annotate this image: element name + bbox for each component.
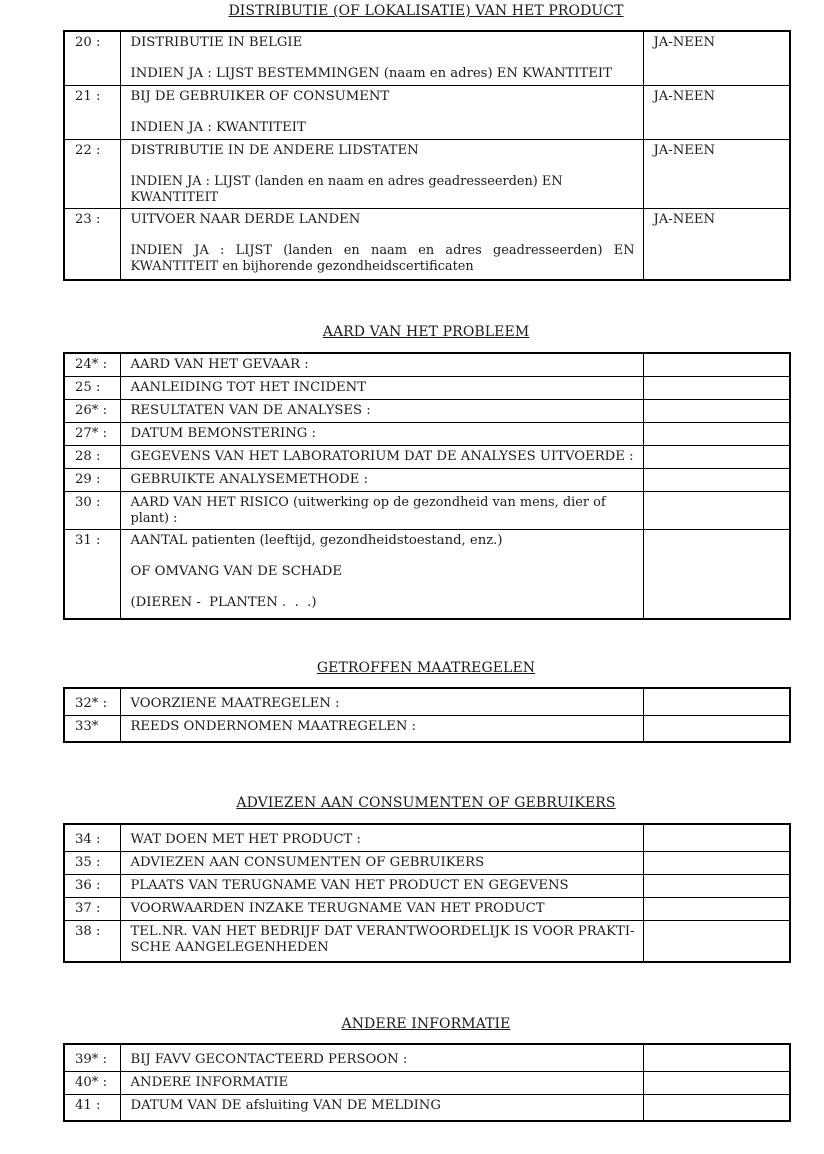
item-line: INDIEN JA : KWANTITEIT [130, 119, 306, 135]
item-description [120, 688, 643, 715]
item-line: AANLEIDING TOT HET INCIDENT [130, 379, 367, 395]
table-row [64, 399, 790, 422]
item-number: 21 : [64, 85, 120, 139]
item-description [120, 31, 643, 85]
table-row [64, 376, 790, 399]
item-number: 32* : [64, 688, 120, 715]
item-number: 35 : [64, 851, 120, 874]
item-line: RESULTATEN VAN DE ANALYSES : [130, 402, 371, 418]
table-row [64, 897, 790, 920]
item-description [120, 353, 643, 376]
answer-cell[interactable] [643, 688, 790, 715]
item-number: 37 : [64, 897, 120, 920]
table-row [64, 85, 790, 139]
item-description [120, 851, 643, 874]
table-row [64, 208, 790, 280]
table-row [64, 468, 790, 491]
item-number: 36 : [64, 874, 120, 897]
table-row [64, 422, 790, 445]
answer-cell[interactable] [643, 376, 790, 399]
measures-table [63, 687, 791, 743]
item-description [120, 529, 643, 619]
table-row [64, 715, 790, 742]
item-line: (DIEREN - PLANTEN . . .) [130, 594, 317, 610]
answer-cell[interactable] [643, 353, 790, 376]
answer-cell[interactable] [643, 1094, 790, 1121]
answer-cell[interactable] [643, 468, 790, 491]
answer-cell[interactable] [643, 422, 790, 445]
item-line: INDIEN JA : LIJST (landen en naam en adres geadresseerden) EN KWANTITEIT [130, 173, 563, 205]
table-row [64, 851, 790, 874]
table-row [64, 31, 790, 85]
answer-cell[interactable]: JA-NEEN [643, 208, 790, 280]
answer-cell[interactable] [643, 715, 790, 742]
item-description [120, 399, 643, 422]
item-description [120, 920, 643, 962]
table-row [64, 920, 790, 962]
item-line: PLAATS VAN TERUGNAME VAN HET PRODUCT EN GEGEVENS [130, 877, 569, 893]
section-title-andere-informatie: ANDERE INFORMATIE [341, 1016, 511, 1032]
item-line: TEL.NR. VAN HET BEDRIJF DAT VERANTWOORDELIJK IS VOOR PRAKTI- SCHE AANGELEGENHEDEN [130, 923, 635, 955]
answer-cell[interactable] [643, 1071, 790, 1094]
item-number: 26* : [64, 399, 120, 422]
item-description [120, 874, 643, 897]
item-line: WAT DOEN MET HET PRODUCT : [130, 832, 361, 847]
item-number: 24* : [64, 353, 120, 376]
table-row [64, 1071, 790, 1094]
item-line: OF OMVANG VAN DE SCHADE [130, 563, 343, 579]
item-description [120, 376, 643, 399]
item-line: VOORWAARDEN INZAKE TERUGNAME VAN HET PRODUCT [130, 900, 545, 916]
table-row [64, 824, 790, 851]
item-line: BIJ DE GEBRUIKER OF CONSUMENT [130, 88, 390, 104]
item-description [120, 468, 643, 491]
table-row [64, 1094, 790, 1121]
item-number: 39* : [64, 1044, 120, 1071]
item-description [120, 85, 643, 139]
answer-cell[interactable]: JA-NEEN [643, 139, 790, 208]
item-number: 29 : [64, 468, 120, 491]
table-row [64, 1044, 790, 1071]
item-number: 30 : [64, 491, 120, 529]
item-number: 31 : [64, 529, 120, 619]
item-number: 33* [64, 715, 120, 742]
item-number: 40* : [64, 1071, 120, 1094]
table-row [64, 139, 790, 208]
answer-cell[interactable] [643, 445, 790, 468]
item-number: 20 : [64, 31, 120, 85]
answer-cell[interactable] [643, 851, 790, 874]
item-line: AARD VAN HET RISICO (uitwerking op de gezondheid van mens, dier of plant) : [130, 494, 606, 526]
distribution-table [63, 30, 791, 281]
item-line: AARD VAN HET GEVAAR : [130, 357, 309, 372]
item-line: UITVOER NAAR DERDE LANDEN [130, 211, 361, 227]
answer-cell[interactable]: JA-NEEN [643, 85, 790, 139]
item-number: 41 : [64, 1094, 120, 1121]
other-info-table [63, 1043, 791, 1122]
item-description [120, 824, 643, 851]
item-number: 23 : [64, 208, 120, 280]
item-description [120, 715, 643, 742]
item-line: AANTAL patienten (leeftijd, gezondheidstoestand, enz.) [130, 532, 503, 548]
table-row [64, 491, 790, 529]
item-number: 27* : [64, 422, 120, 445]
item-number: 22 : [64, 139, 120, 208]
section-title-adviezen: ADVIEZEN AAN CONSUMENTEN OF GEBRUIKERS [236, 795, 616, 811]
item-line: INDIEN JA : LIJST (landen en naam en adres geadresseerden) EN KWANTITEIT en bijhorende gezondheidscertificaten [130, 242, 635, 274]
answer-cell[interactable] [643, 491, 790, 529]
item-description [120, 1094, 643, 1121]
item-description [120, 1044, 643, 1071]
item-number: 34 : [64, 824, 120, 851]
answer-cell[interactable] [643, 824, 790, 851]
item-description [120, 445, 643, 468]
item-line: GEGEVENS VAN HET LABORATORIUM DAT DE ANALYSES UITVOERDE : [130, 448, 634, 464]
answer-cell[interactable] [643, 529, 790, 619]
answer-cell[interactable] [643, 874, 790, 897]
table-row [64, 529, 790, 619]
answer-cell[interactable]: JA-NEEN [643, 31, 790, 85]
item-line: ANDERE INFORMATIE [130, 1074, 289, 1090]
item-description [120, 1071, 643, 1094]
item-line: DATUM BEMONSTERING : [130, 425, 316, 441]
table-row [64, 874, 790, 897]
advice-table [63, 823, 791, 963]
item-line: DATUM VAN DE afsluiting VAN DE MELDING [130, 1097, 441, 1113]
answer-cell[interactable] [643, 399, 790, 422]
item-line: BIJ FAVV GECONTACTEERD PERSOON : [130, 1052, 408, 1067]
answer-cell[interactable] [643, 897, 790, 920]
item-description [120, 897, 643, 920]
item-number: 28 : [64, 445, 120, 468]
table-row [64, 688, 790, 715]
item-description [120, 422, 643, 445]
item-line: DISTRIBUTIE IN DE ANDERE LIDSTATEN [130, 142, 419, 158]
table-row [64, 445, 790, 468]
item-line: DISTRIBUTIE IN BELGIE [130, 35, 303, 50]
table-row [64, 353, 790, 376]
item-number: 25 : [64, 376, 120, 399]
item-description [120, 491, 643, 529]
item-line: INDIEN JA : LIJST BESTEMMINGEN (naam en adres) EN KWANTITEIT [130, 66, 612, 81]
answer-cell[interactable] [643, 1044, 790, 1071]
answer-cell[interactable] [643, 920, 790, 962]
item-line: REEDS ONDERNOMEN MAATREGELEN : [130, 718, 417, 734]
section-title-probleem: AARD VAN HET PROBLEEM [322, 324, 530, 340]
item-number: 38 : [64, 920, 120, 962]
item-description [120, 208, 643, 280]
item-line: ADVIEZEN AAN CONSUMENTEN OF GEBRUIKERS [130, 854, 485, 870]
problem-table [63, 352, 791, 620]
item-line: VOORZIENE MAATREGELEN : [130, 696, 340, 711]
item-line: GEBRUIKTE ANALYSEMETHODE : [130, 471, 369, 487]
section-title-maatregelen: GETROFFEN MAATREGELEN [316, 660, 536, 676]
section-title-distributie: DISTRIBUTIE (OF LOKALISATIE) VAN HET PRODUCT [228, 3, 624, 19]
item-description [120, 139, 643, 208]
